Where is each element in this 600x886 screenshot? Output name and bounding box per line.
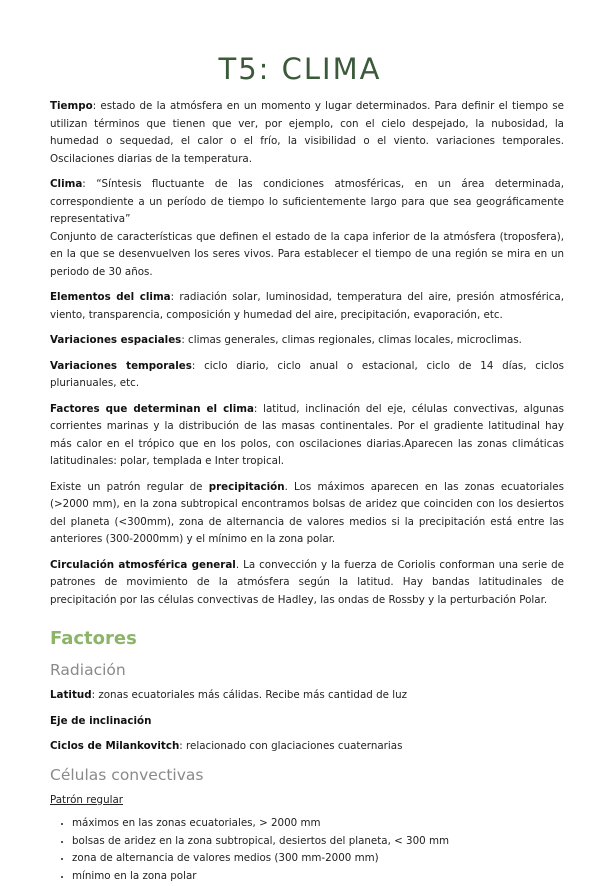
term-milankovitch: Ciclos de Milankovitch [50,740,180,752]
list-item: • bolsas de aridez en la zona subtropical, desiertos del planeta, < 300 mm [72,833,564,851]
text-milankovitch: : relacionado con glaciaciones cuaternarias [179,740,403,752]
term-circulacion: Circulación atmosférica general [50,558,236,571]
paragraph-precipitacion [50,479,564,549]
heading-celulas: Células convectivas [50,765,204,784]
page-title: T5: CLIMA [218,52,382,86]
subheading-patron-regular: Patrón regular [50,793,124,806]
text-factores: : latitud, inclinación del eje, células convectivas, algunas corrientes marinas y la distribución de las masas continentales. Por el gradiente latitudinal hay más calor en el trópico que en los polos, con oscilaciones diarias.Aparecen las zonas climáticas latitudinales: polar, templada e Inter tropical. [50,402,564,467]
term-clima: Clima [50,178,83,190]
paragraph-eje [50,713,564,731]
paragraph-factores [50,401,564,471]
list-item: • zona de alternancia de valores medios (300 mm-2000 mm) [72,850,564,868]
term-latitud: Latitud [50,689,92,701]
paragraph-clima [50,176,564,281]
text-espaciales: : climas generales, climas regionales, climas locales, microclimas. [181,334,522,346]
paragraph-elementos [50,289,564,324]
text-circulacion: . La convección y la fuerza de Coriolis conforman una serie de patrones de movimiento de la atmósfera según la latitud. Hay bandas latitudinales de precipitación por las células convectivas de Hadley, las ondas de Rossby y la perturbación Polar. [50,558,565,606]
text-tiempo: : estado de la atmósfera en un momento y lugar determinados. Para definir el tiempo se utilizan términos que tienen que ver, por ejemplo, con el cielo despejado, la nubosidad, la humedad o sequedad, el calor o el frío, la visibilidad o el viento. variaciones temporales. Oscilaciones diarias de la temperatura. [50,100,564,165]
text-latitud: : zonas ecuatoriales más cálidas. Recibe más cantidad de luz [91,689,408,701]
text-elementos: : radiación solar, luminosidad, temperatura del aire, presión atmosférica, viento, transparencia, composición y humedad del aire, precipitación, evaporación, etc. [50,291,565,321]
term-temporales: Variaciones temporales [50,359,192,372]
paragraph-temporales [50,358,564,393]
text-clima: : “Síntesis fluctuante de las condiciones atmosféricas, en un área determinada, correspondiente a un período de tiempo lo suficientemente largo para que sea geográficamente representativa” [50,178,564,225]
document-body [50,98,564,885]
term-espaciales: Variaciones espaciales [50,334,182,346]
term-eje: Eje de inclinación [50,714,152,727]
paragraph-circulacion [50,557,564,610]
list-item: • máximos en las zonas ecuatoriales, > 2000 mm [72,815,564,833]
heading-factores: Factores [50,628,137,649]
term-precipitacion: precipitación [208,480,285,493]
text-temporales: : ciclo diario, ciclo anual o estacional, ciclo de 14 días, ciclos plurianuales, etc. [50,359,564,389]
paragraph-tiempo [50,98,564,168]
list-patron-regular [50,815,564,885]
paragraph-latitud [50,687,564,705]
text-clima-2: Conjunto de características que definen el estado de la capa inferior de la atmósfera (troposfera), en la que se desenvuelven los seres vivos. Para establecer el tiempo de una región se mira en un periodo de 30 años. [50,230,564,278]
term-tiempo: Tiempo [50,100,93,112]
term-elementos: Elementos del clima [50,291,171,303]
term-factores: Factores que determinan el clima [50,402,254,415]
paragraph-espaciales [50,332,564,350]
text-precipitacion-before: Existe un patrón regular de [50,480,209,493]
list-item: • mínimo en la zona polar [72,868,564,886]
heading-radiacion: Radiación [50,661,126,679]
text-precipitacion: . Los máximos aparecen en las zonas ecuatoriales (>2000 mm), en la zona subtropical encontramos bolsas de aridez que coinciden con los desiertos del planeta (<300mm), zona de alternancia de valores medios si la precipitación está entre las anteriores (300-2000mm) y el mínimo en la zona polar. [50,480,564,545]
paragraph-milankovitch [50,738,564,756]
